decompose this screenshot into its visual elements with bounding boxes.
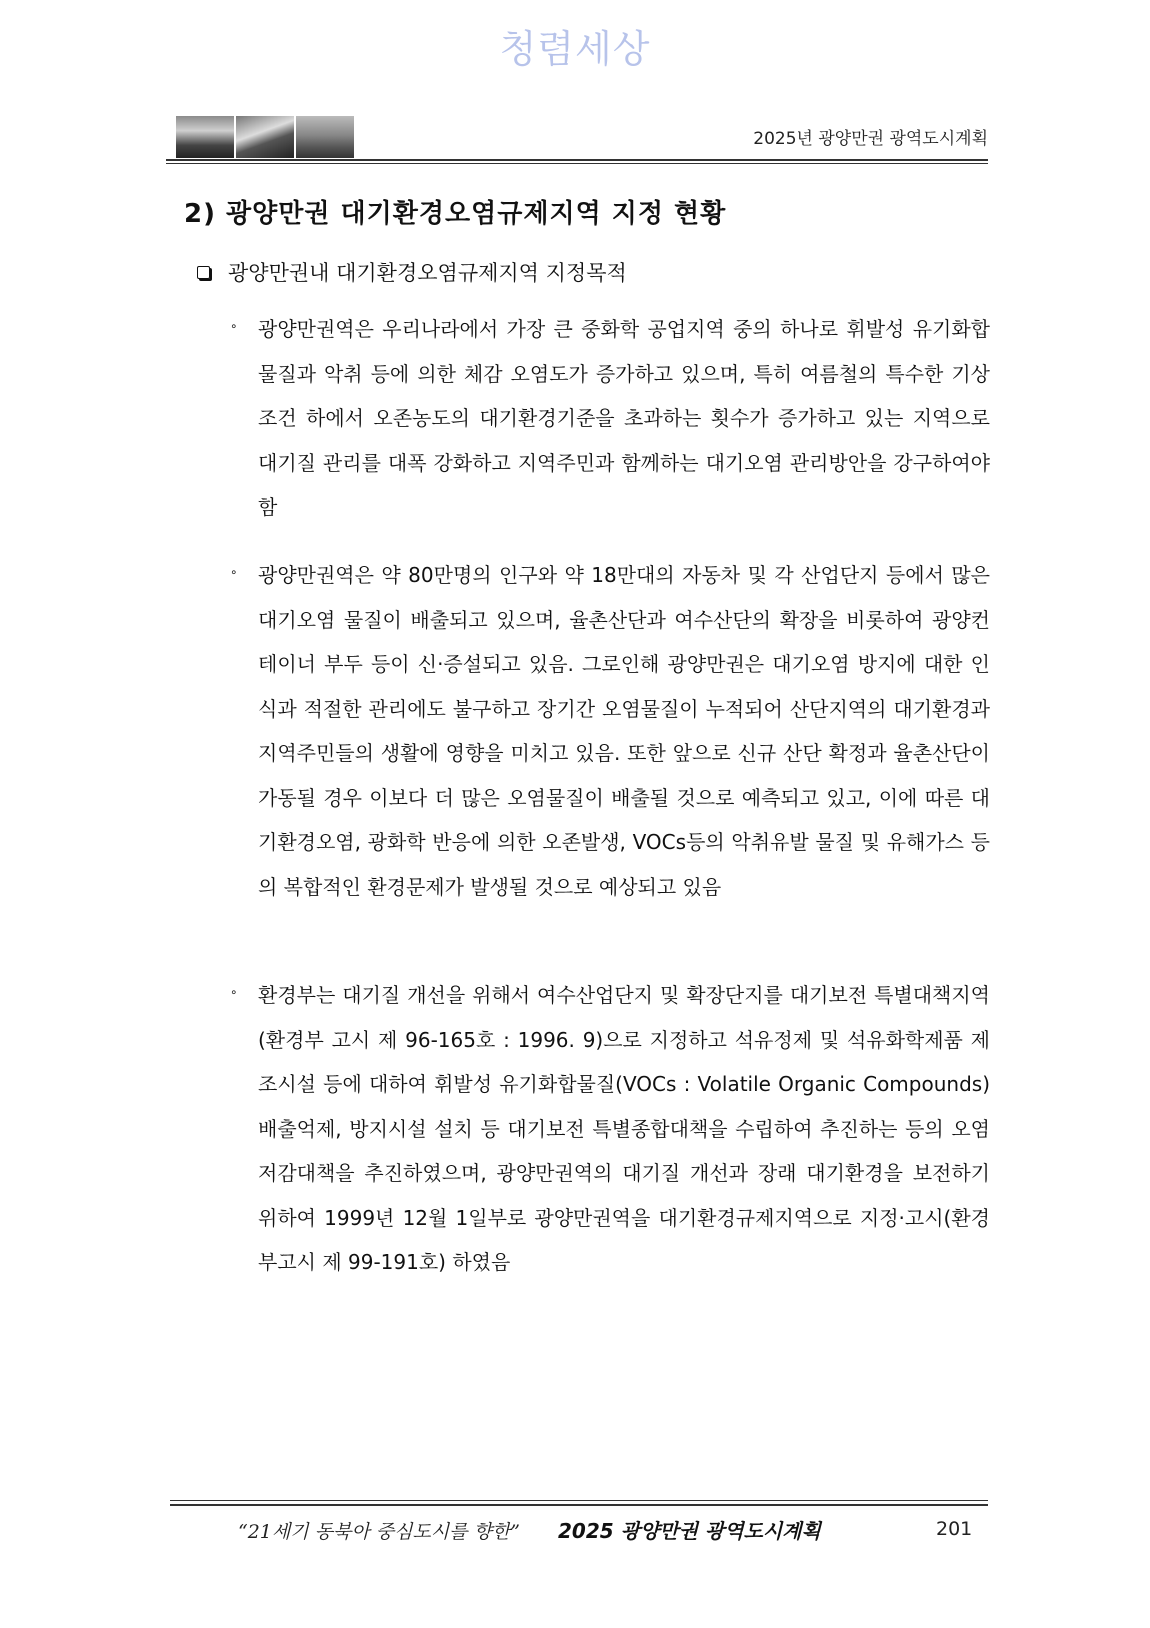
circle-bullet-icon: ∘ xyxy=(230,319,238,333)
header-photo-1 xyxy=(176,116,234,158)
header-photo-2 xyxy=(236,116,294,158)
header-rule xyxy=(166,159,988,161)
footer-rule-thin xyxy=(170,1500,988,1501)
header-title: 2025년 광양만권 광역도시계획 xyxy=(753,129,988,149)
page-number: 201 xyxy=(936,1518,973,1540)
paragraph-3 xyxy=(230,973,990,1285)
subsection-title: 광양만권내 대기환경오염규제지역 지정목적 xyxy=(228,261,627,285)
checkbox-bullet-icon xyxy=(197,266,210,279)
footer-title: 2025 광양만권 광역도시계획 xyxy=(558,1519,821,1543)
paragraph-text: 광양만권역은 우리나라에서 가장 큰 중화학 공업지역 중의 하나로 휘발성 유기화합물질과 악취 등에 의한 체감 오염도가 증가하고 있으며, 특히 여름철의 특수한 기상조건 하에서 오존농도의 대기환경기준을 초과하는 횟수가 증가하고 있는 지역으로 대기질 관리를 대폭 강화하고 지역주민과 함께하는 대기오염 관리방안을 강구하여야 함 xyxy=(258,317,990,519)
footer-slogan: “21세기 동북아 중심도시를 향한” xyxy=(238,1521,520,1543)
footer-rule xyxy=(170,1504,988,1506)
header-images xyxy=(176,116,354,158)
watermark-text: 청렴세상 xyxy=(499,27,651,71)
header-rule-thin xyxy=(166,163,988,164)
section-title: 2) 광양만권 대기환경오염규제지역 지정 현황 xyxy=(184,199,727,229)
header-photo-3 xyxy=(296,116,354,158)
paragraph-2 xyxy=(230,553,990,909)
watermark-logo xyxy=(0,18,1150,73)
circle-bullet-icon: ∘ xyxy=(230,985,238,999)
subsection-heading xyxy=(197,257,627,287)
paragraph-text: 광양만권역은 약 80만명의 인구와 약 18만대의 자동차 및 각 산업단지 등에서 많은 대기오염 물질이 배출되고 있으며, 율촌산단과 여수산단의 확장을 비롯하여 광양컨테이너 부두 등이 신·증설되고 있음. 그로인해 광양만권은 대기오염 방지에 대한 인식과 적절한 관리에도 불구하고 장기간 오염물질이 누적되어 산단지역의 대기환경과 지역주민들의 생활에 영향을 미치고 있음. 또한 앞으로 신규 산단 확정과 율촌산단이 가동될 경우 이보다 더 많은 오염물질이 배출될 것으로 예측되고 있고, 이에 따른 대기환경오염, 광화학 반응에 의한 오존발생, VOCs등의 악취유발 물질 및 유해가스 등의 복합적인 환경문제가 발생될 것으로 예상되고 있음 xyxy=(258,563,990,899)
paragraph-text: 환경부는 대기질 개선을 위해서 여수산업단지 및 확장단지를 대기보전 특별대책지역(환경부 고시 제 96-165호 : 1996. 9)으로 지정하고 석유정제 및 석유화학제품 제조시설 등에 대하여 휘발성 유기화합물질(VOCs : Volatile Organic Compounds) 배출억제, 방지시설 설치 등 대기보전 특별종합대책을 수립하여 추진하는 등의 오염저감대책을 추진하였으며, 광양만권역의 대기질 개선과 장래 대기환경을 보전하기 위하여 1999년 12월 1일부로 광양만권역을 대기환경규제지역으로 지정·고시(환경부고시 제 99-191호) 하였음 xyxy=(258,983,990,1274)
paragraph-1 xyxy=(230,307,990,530)
circle-bullet-icon: ∘ xyxy=(230,565,238,579)
